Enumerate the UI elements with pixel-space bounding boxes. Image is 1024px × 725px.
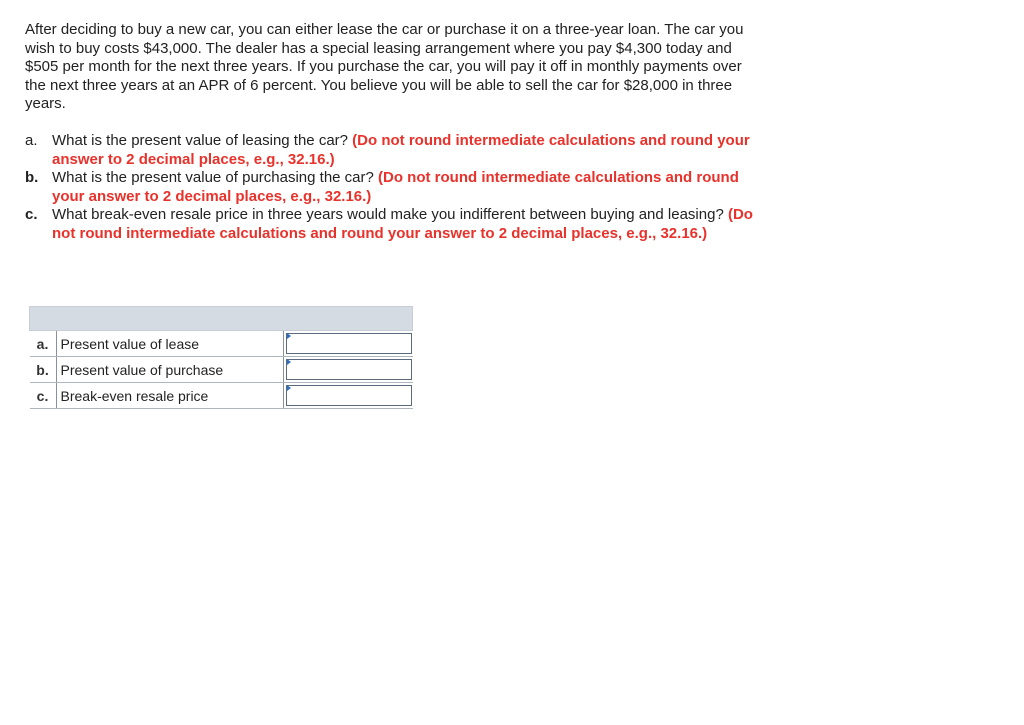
lease-pv-input[interactable] xyxy=(286,333,412,354)
row-label: Break-even resale price xyxy=(56,383,283,409)
question-body xyxy=(52,206,765,243)
question-body xyxy=(52,132,765,169)
problem-statement: After deciding to buy a new car, you can either lease the car or purchase it on a three-year loan. The car you wish to buy costs $43,000. The dealer has a special leasing arrangement where you pay $4,300 today and $505 per month for the next three years. If you purchase the car, you will pay it off in monthly payments over the next three years at an APR of 6 percent. You believe you will be able to sell the car for $28,000 in three years. xyxy=(25,21,744,113)
rounding-instruction: (Do not round intermediate calculations and round your answer to 2 decimal places, e.g., 32.16.) xyxy=(52,132,750,168)
question-text: What is the present value of leasing the car? xyxy=(52,132,353,149)
question-text: What is the present value of purchasing the car? xyxy=(52,169,379,187)
question-letter: c. xyxy=(25,206,38,224)
question-letter: a. xyxy=(25,132,38,149)
answer-cell xyxy=(283,357,413,383)
question-body xyxy=(52,169,765,206)
answer-row-lease xyxy=(30,331,413,357)
row-letter: a. xyxy=(30,331,57,357)
row-label: Present value of purchase xyxy=(56,357,283,383)
answer-cell xyxy=(283,383,413,409)
question-text: What break-even resale price in three years would make you indifferent between buying and leasing? xyxy=(52,206,728,224)
row-label: Present value of lease xyxy=(56,331,283,357)
rounding-instruction: (Do not round intermediate calculations and round your answer to 2 decimal places, e.g., 32.16.) xyxy=(52,206,753,242)
question-item-a xyxy=(25,132,765,169)
answer-cell xyxy=(283,331,413,357)
question-letter: b. xyxy=(25,169,39,187)
breakeven-price-input[interactable] xyxy=(286,385,412,406)
row-letter: b. xyxy=(30,357,57,383)
row-letter: c. xyxy=(30,383,57,409)
answer-table-header-cell xyxy=(30,307,413,331)
question-item-b xyxy=(25,169,765,206)
answer-table-header xyxy=(30,307,413,331)
input-marker-icon xyxy=(287,359,291,365)
question-item-c xyxy=(25,206,765,243)
input-marker-icon xyxy=(287,333,291,339)
answer-row-purchase xyxy=(30,357,413,383)
purchase-pv-input[interactable] xyxy=(286,359,412,380)
answer-row-breakeven xyxy=(30,383,413,409)
question-list xyxy=(25,132,765,244)
rounding-instruction: (Do not round intermediate calculations and round your answer to 2 decimal places, e.g., 32.16.) xyxy=(52,169,739,205)
answer-table xyxy=(29,306,413,409)
input-marker-icon xyxy=(287,385,291,391)
